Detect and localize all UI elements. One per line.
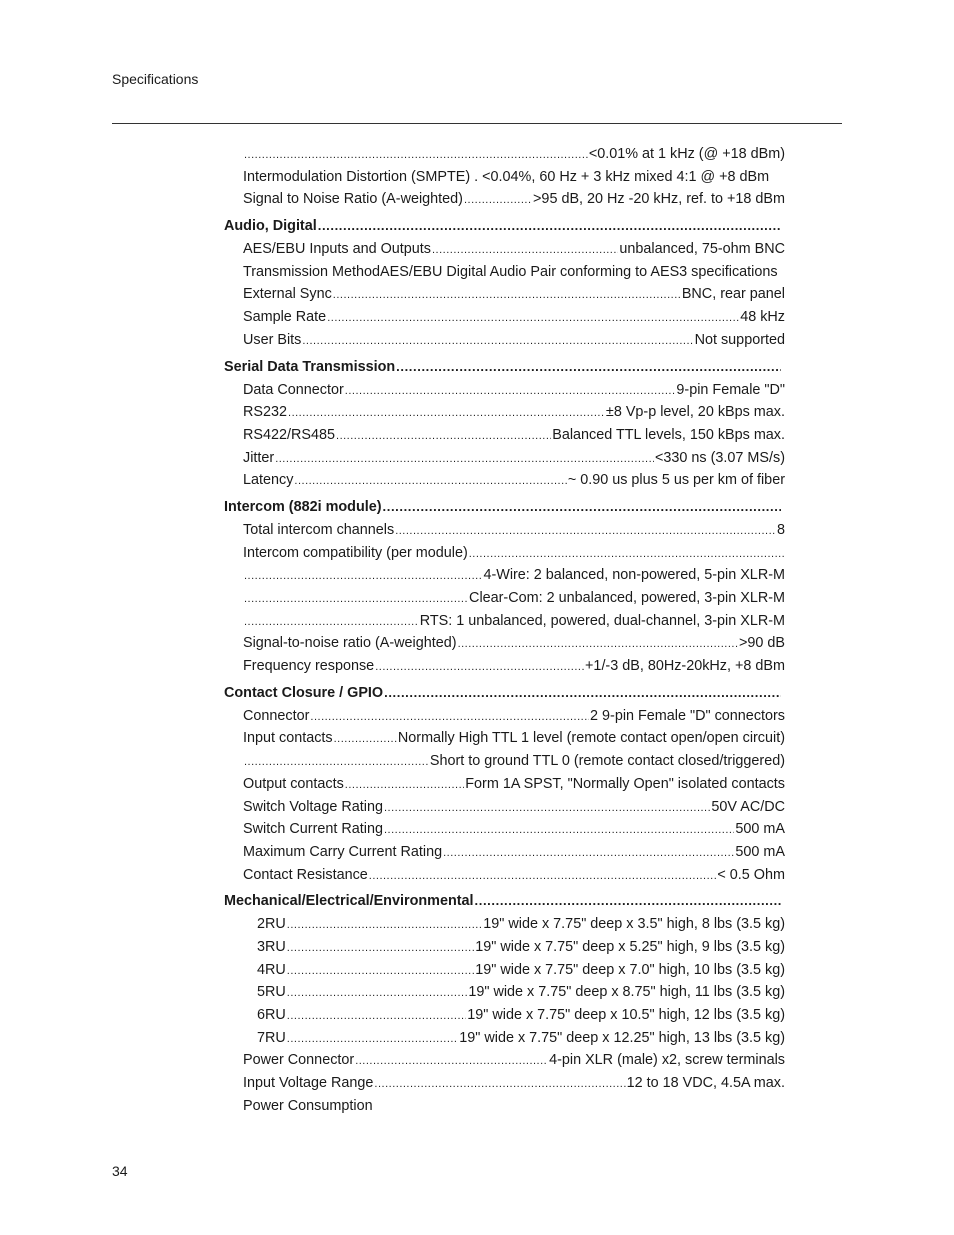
dot-leader — [287, 1028, 458, 1051]
dot-leader — [345, 774, 464, 797]
spec-value: 19" wide x 7.75" deep x 5.25" high, 9 lbs (3.5 kg) — [475, 938, 785, 955]
spec-value: 500 mA — [735, 821, 785, 838]
dot-leader — [384, 797, 710, 820]
spec-row — [243, 610, 785, 633]
dot-leader — [355, 1050, 548, 1073]
spec-row — [243, 864, 785, 887]
page-number: 34 — [112, 1163, 128, 1179]
spec-label: Switch Current Rating — [243, 821, 383, 838]
dot-leader — [384, 819, 734, 842]
spec-row — [243, 329, 785, 352]
dot-leader — [327, 307, 739, 330]
spec-section-heading — [224, 215, 782, 238]
spec-value: 500 mA — [735, 843, 785, 860]
spec-value: RTS: 1 unbalanced, powered, dual-channel, 3-pin XLR-M — [419, 612, 785, 629]
spec-row — [243, 143, 785, 166]
dot-leader — [395, 520, 776, 543]
page-header-title: Specifications — [112, 71, 199, 87]
dot-leader — [287, 1005, 466, 1028]
spec-label: Latency — [243, 472, 294, 489]
spec-value: >90 dB — [738, 635, 785, 652]
spec-row — [243, 401, 785, 424]
spec-value: 4-Wire: 2 balanced, non-powered, 5-pin XLR-M — [483, 567, 785, 584]
dot-leader — [275, 448, 654, 471]
spec-label: Intermodulation Distortion (SMPTE) . <0.04%, 60 Hz + 3 kHz mixed 4:1 @ +8 dBm — [243, 168, 770, 185]
spec-row — [243, 655, 785, 678]
section-title: Serial Data Transmission — [224, 358, 396, 375]
spec-value: +1/-3 dB, 80Hz-20kHz, +8 dBm — [585, 658, 785, 675]
spec-value: 8 — [776, 521, 785, 538]
dot-leader — [383, 496, 781, 519]
spec-value: 19" wide x 7.75" deep x 3.5" high, 8 lbs (3.5 kg) — [483, 916, 785, 933]
dot-leader — [336, 425, 551, 448]
spec-label: Input Voltage Range — [243, 1075, 374, 1092]
spec-value: <330 ns (3.07 MS/s) — [655, 449, 785, 466]
spec-value: 19" wide x 7.75" deep x 8.75" high, 11 lbs (3.5 kg) — [468, 984, 785, 1001]
spec-label: Frequency response — [243, 658, 375, 675]
spec-label: 4RU — [257, 961, 286, 978]
dot-leader — [244, 751, 429, 774]
spec-value: 19" wide x 7.75" deep x 12.25" high, 13 lbs (3.5 kg) — [459, 1029, 785, 1046]
spec-label: Contact Resistance — [243, 866, 368, 883]
spec-label: Input contacts — [243, 730, 333, 747]
spec-row — [243, 1072, 785, 1095]
spec-row — [243, 841, 785, 864]
spec-label: Switch Voltage Rating — [243, 798, 383, 815]
spec-row — [243, 379, 785, 402]
dot-leader — [469, 543, 784, 566]
spec-section-heading — [224, 496, 782, 519]
spec-row — [243, 750, 785, 773]
dot-leader — [302, 330, 693, 353]
dot-leader — [318, 215, 781, 238]
spec-label: Intercom compatibility (per module) — [243, 544, 468, 561]
spec-row — [243, 519, 785, 542]
spec-row — [243, 166, 785, 189]
spec-row — [257, 1027, 785, 1050]
spec-row — [243, 424, 785, 447]
spec-row — [243, 705, 785, 728]
spec-row — [243, 469, 785, 492]
spec-value: BNC, rear panel — [681, 286, 785, 303]
spec-row — [243, 447, 785, 470]
spec-label: Power Connector — [243, 1052, 355, 1069]
spec-label: AES/EBU Inputs and Outputs — [243, 241, 431, 258]
spec-row — [243, 727, 785, 750]
section-title: Mechanical/Electrical/Environmental — [224, 893, 474, 910]
dot-leader — [244, 588, 468, 611]
spec-label: Data Connector — [243, 381, 344, 398]
spec-value: 50V AC/DC — [711, 798, 785, 815]
spec-label: RS232 — [243, 404, 288, 421]
spec-label: 5RU — [257, 984, 286, 1001]
spec-label: Signal-to-noise ratio (A-weighted) — [243, 635, 457, 652]
spec-value: Short to ground TTL 0 (remote contact closed/triggered) — [429, 753, 785, 770]
spec-label: 7RU — [257, 1029, 286, 1046]
spec-label: Sample Rate — [243, 309, 327, 326]
spec-value: <0.01% at 1 kHz (@ +18 dBm) — [588, 146, 785, 162]
spec-label: Power Consumption — [243, 1097, 373, 1114]
spec-row — [257, 913, 785, 936]
section-title: Intercom (882i module) — [224, 498, 382, 515]
dot-leader — [287, 960, 474, 983]
spec-label: 3RU — [257, 938, 286, 955]
spec-value: Clear-Com: 2 unbalanced, powered, 3-pin XLR-M — [469, 590, 785, 606]
spec-label: Total intercom channels — [243, 521, 395, 538]
dot-leader — [333, 284, 681, 307]
dot-leader — [475, 890, 781, 913]
dot-leader — [384, 682, 781, 705]
spec-row — [243, 564, 785, 587]
spec-label: Maximum Carry Current Rating — [243, 843, 443, 860]
dot-leader — [345, 380, 676, 403]
spec-row — [243, 542, 785, 565]
dot-leader — [396, 356, 781, 379]
spec-row — [243, 818, 785, 841]
spec-row — [243, 283, 785, 306]
spec-row — [257, 959, 785, 982]
spec-value: 9-pin Female "D" — [676, 381, 785, 398]
dot-leader — [287, 914, 482, 937]
spec-row — [243, 238, 785, 261]
spec-value: 12 to 18 VDC, 4.5A max. — [626, 1075, 785, 1092]
spec-value: 4-pin XLR (male) x2, screw terminals — [549, 1052, 785, 1069]
spec-row — [243, 796, 785, 819]
dot-leader — [294, 470, 566, 493]
section-title: Audio, Digital — [224, 218, 317, 235]
dot-leader — [369, 865, 717, 888]
dot-leader — [287, 982, 468, 1005]
spec-value: Form 1A SPST, "Normally Open" isolated contacts — [465, 775, 785, 792]
spec-row — [243, 1049, 785, 1072]
dot-leader — [374, 1073, 625, 1096]
spec-value: Normally High TTL 1 level (remote contact open/open circuit) — [397, 730, 785, 747]
spec-section-heading — [224, 356, 782, 379]
spec-row — [243, 1095, 785, 1118]
dot-leader — [334, 728, 397, 751]
spec-row — [243, 261, 785, 284]
spec-label: Output contacts — [243, 775, 344, 792]
spec-label: Connector — [243, 707, 310, 724]
dot-leader — [244, 565, 482, 588]
dot-leader — [375, 656, 584, 679]
spec-label: 2RU — [257, 916, 286, 933]
spec-row — [257, 1004, 785, 1027]
spec-value: 19" wide x 7.75" deep x 7.0" high, 10 lbs (3.5 kg) — [475, 961, 785, 978]
dot-leader — [458, 633, 738, 656]
spec-label: 6RU — [257, 1007, 286, 1023]
spec-label: Transmission MethodAES/EBU Digital Audio Pair conforming to AES3 specifications — [243, 263, 778, 280]
dot-leader — [310, 706, 589, 729]
spec-value: ~ 0.90 us plus 5 us per km of fiber — [567, 472, 785, 489]
spec-row — [257, 981, 785, 1004]
spec-value: >95 dB, 20 Hz -20 kHz, ref. to +18 dBm — [533, 191, 785, 208]
spec-list — [224, 143, 809, 1117]
spec-value: ±8 Vp-p level, 20 kBps max. — [605, 404, 785, 421]
spec-label: External Sync — [243, 286, 332, 303]
spec-row — [243, 306, 785, 329]
header-divider — [112, 123, 842, 124]
spec-row — [257, 936, 785, 959]
dot-leader — [464, 189, 532, 212]
spec-value: Not supported — [694, 331, 785, 348]
spec-value: 48 kHz — [740, 309, 785, 326]
spec-section-heading — [224, 890, 782, 913]
spec-label: Jitter — [243, 449, 275, 466]
spec-value: 19" wide x 7.75" deep x 10.5" high, 12 lbs (3.5 kg) — [467, 1007, 785, 1023]
spec-label: RS422/RS485 — [243, 426, 336, 443]
dot-leader — [287, 937, 474, 960]
spec-label: User Bits — [243, 331, 302, 348]
section-title: Contact Closure / GPIO — [224, 684, 384, 701]
spec-row — [243, 773, 785, 796]
spec-value: < 0.5 Ohm — [717, 866, 785, 883]
dot-leader — [288, 402, 605, 425]
dot-leader — [244, 144, 588, 167]
dot-leader — [432, 239, 618, 262]
spec-label: Signal to Noise Ratio (A-weighted) — [243, 191, 463, 208]
spec-value: 2 9-pin Female "D" connectors — [590, 707, 785, 724]
spec-row — [243, 632, 785, 655]
spec-value: unbalanced, 75-ohm BNC — [619, 241, 785, 258]
spec-row — [243, 188, 785, 211]
spec-section-heading — [224, 682, 782, 705]
dot-leader — [244, 611, 419, 634]
spec-row — [243, 587, 785, 610]
dot-leader — [443, 842, 734, 865]
spec-value: Balanced TTL levels, 150 kBps max. — [552, 426, 785, 443]
